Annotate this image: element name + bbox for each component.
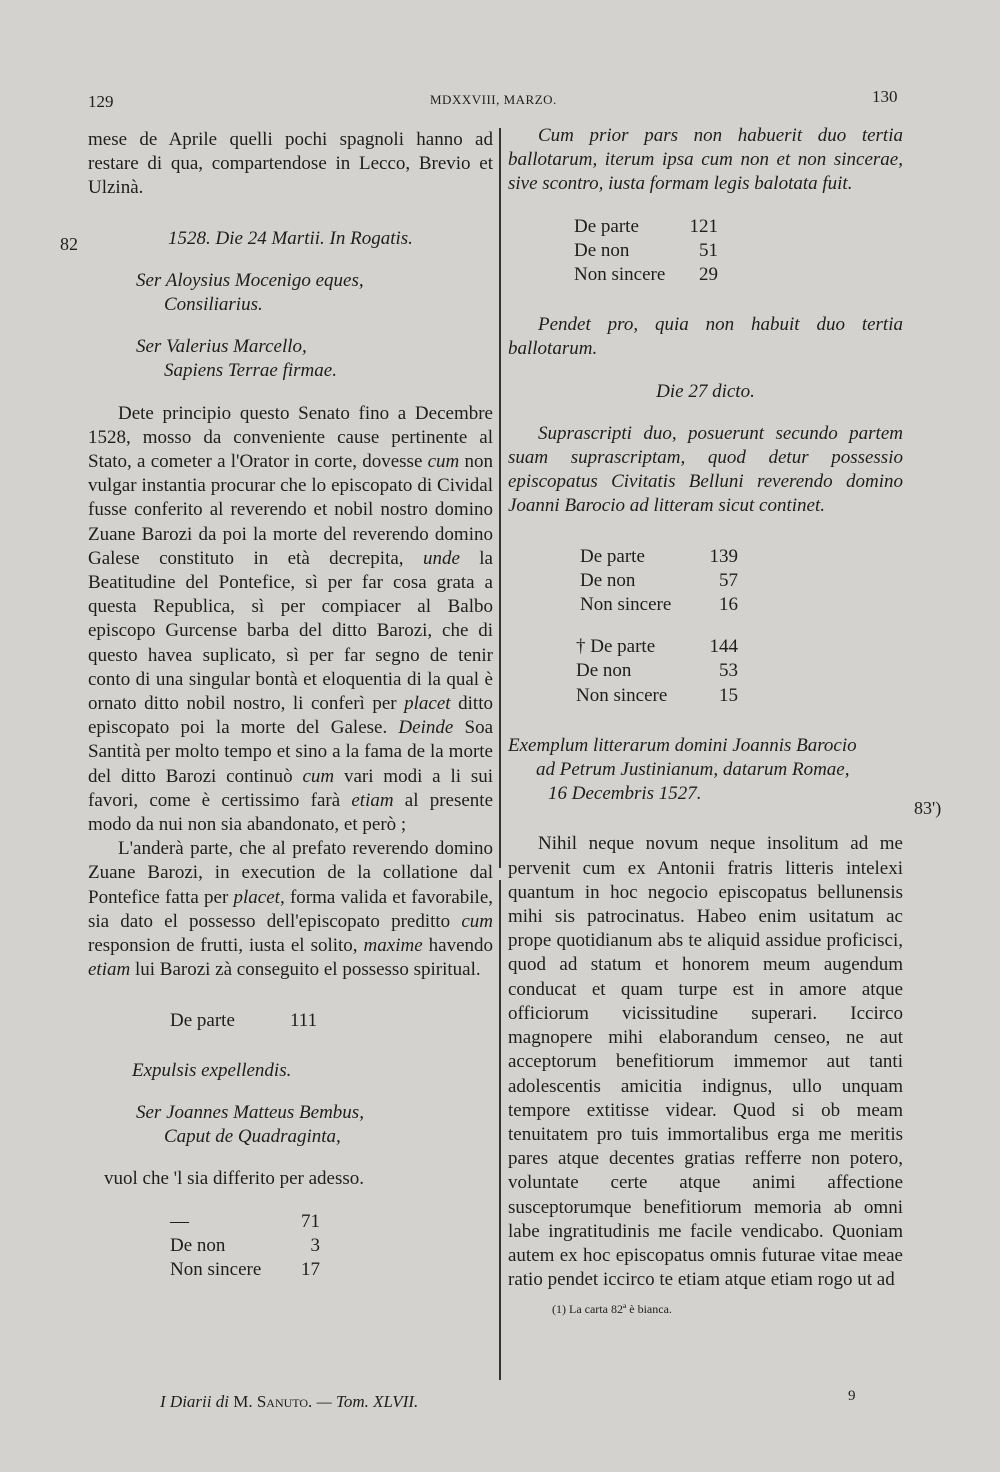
paragraph: Pendet pro, quia non habuit duo tertia ballotarum. [508,314,903,360]
paragraph: L'anderà parte, che al prefato reverendo domino Zuane Barozi, in execution de la collatione dal Pontefice fatta per placet, forma valida et favorabile, sia dato el possesso dell'episcopato preditto cum responsion de frutti, iusta el solito, maxime havendo etiam lui Barozi zà conseguito el possesso spiritual. [88,838,494,981]
paragraph: Suprascripti duo, posuerunt secundo partem suam suprascriptam, quod detur possessio episcopatus Civitatis Belluni reverendo domino Joanni Barocio ad litteram sicut continet. [508,422,903,517]
vote-row [508,239,903,263]
vote-row [508,263,903,287]
footnote: (1) La carta 82ª è bianca. [552,1302,672,1317]
speaker-block [88,335,493,383]
speaker-block [88,1101,493,1149]
vote-label: De parte [580,545,645,567]
vote-count: 121 [689,215,718,237]
speaker-name: Ser Valerius Marcello, [136,336,307,358]
speaker-office: Caput de Quadraginta, [164,1126,341,1148]
vote-table [508,635,903,708]
column-rule [499,880,501,1380]
entry-heading: Die 27 dicto. [656,380,755,402]
vote-count: 29 [699,264,718,286]
vote-label: De non [580,569,636,591]
vote-label: De non [576,660,632,682]
vote-row [508,593,903,617]
vote-label: † De parte [576,636,656,658]
letter-text: Nihil neque novum neque insolitum ad me pervenit cum ex Antonii fratris litteris intelexi quantum in hoc negocio episcopatus bellunensis mihi sis patrocinatus. Habeo enim usitatum ac prope quotidianum abs te aliquid assidue proficisci, quod ad statum et honorem meum augendum conducat et quam turpe est in amore atque officiorum vicissitudine superari. Iccirco magnopere mihi elaborandum censeo, ne aut acceptorum benefitiorum immemor aut tanti adolescentis amicitia indignus, ullo unquam tempore extitisse videar. Quod si ob meam tenuitatem pro tuis immortalibus erga me meritis pares atque decentes gratias refferre non potero, voluntate certe atque animi affectione susceptorumque benefitiorum memoria ab omni labe ingratitudinis me facile vendicabo. Quoniam autem ex hoc episcopatus omnis futurae vitae meae ratio pendet iccirco te etiam atque etiam rogo ut ad [508,833,903,1291]
vote-label: Non sincere [574,264,666,286]
paragraph: mese de Aprile quelli pochi spagnoli hanno ad restare di qua, compartendose in Lecco, Brevio et Ulzinà. [88,129,493,199]
page-number-right: 130 [872,87,898,106]
column-rule [499,128,501,868]
vote-row [88,1234,493,1258]
vote-count: 57 [719,569,738,591]
vote-label: Non sincere [580,594,672,616]
vote-row [508,215,903,239]
vote-count: 53 [719,660,738,682]
vote-count: 17 [301,1258,320,1280]
vote-count: 71 [301,1210,320,1232]
vote-count: 15 [719,684,738,706]
speaker-office: Sapiens Terrae firmae. [164,360,337,382]
vote-row [508,635,903,659]
vote-label: De non [170,1234,226,1256]
entry-heading: Expulsis expellendis. [132,1059,292,1081]
entry-heading: 1528. Die 24 Martii. In Rogatis. [168,227,413,249]
vote-row: De parte 111 [170,1009,318,1031]
vote-count: 51 [699,239,718,261]
vote-label: Non sincere [170,1258,262,1280]
vote-count: 139 [709,545,738,567]
paragraph: Cum prior pars non habuerit duo tertia ballotarum, iterum ipsa cum non et non sincerae, sive scontro, iusta formam legis balotata fuit. [508,125,903,195]
sheet-number: 9 [848,1388,856,1404]
vote-row [88,1210,493,1234]
vote-table [88,1210,493,1283]
speaker-block [88,269,493,317]
margin-number-82: 82 [60,234,78,254]
letter-heading: Exemplum litterarum domini Joannis Barocio ad Petrum Justinianum, datarum Romae, 16 Decembris 1527. [508,734,857,805]
left-column [88,128,493,1282]
vote-row [508,545,903,569]
vote-label: — [170,1210,189,1232]
running-title: MDXXVIII, MARZO. [430,92,557,107]
vote-table [508,215,903,288]
vote-row [508,569,903,593]
vote-count: 3 [310,1234,320,1256]
speaker-name: Ser Aloysius Mocenigo eques, [136,269,364,291]
vote-row [508,684,903,708]
vote-row [88,1258,493,1282]
margin-number-83: 83') [914,798,942,818]
paragraph: Dete principio questo Senato fino a Decembre 1528, mosso da conveniente cause pertinente al Stato, a cometer a l'Orator in corte, dovesse cum non vulgar instantia procurar che lo episcopato di Cividal fusse conferito al reverendo et nobil nostro domino Zuane Barozi da poi la morte del reverendo domino Galese constituto in età decrepita, unde la Beatitudine del Pontefice, sì per far cosa grata a questa Republica, sì per compiacer al Balbo episcopo Gurcense barba del ditto Barozi, che di questo havea suplicato, sì per far segno de tenir conto di una singular bontà et eloquentia di la qual è ornato ditto nobil nostro, li conferì per placet ditto episcopato poi la morte del Galese. Deinde Soa Santità per molto tempo et sino a la fama de la morte del ditto Barozi continuò cum vari modi a li sui favori, come è certissimo farà etiam al presente modo da nui non sia abandonato, et però ; [88,402,494,836]
vote-label: Non sincere [576,684,668,706]
page-number-left: 129 [88,92,114,111]
vote-label: De non [574,239,630,261]
vote-table [508,545,903,618]
vote-count: 144 [709,636,738,658]
speaker-name: Ser Joannes Matteus Bembus, [136,1101,364,1123]
paragraph: vuol che 'l sia differito per adesso. [104,1168,365,1190]
footer-citation: I Diarii di M. Sanuto. — Tom. XLVII. [160,1392,419,1411]
vote-label: De parte [574,215,639,237]
right-column [508,124,903,1316]
speaker-office: Consiliarius. [164,294,263,316]
vote-row [508,659,903,683]
vote-count: 16 [719,594,738,616]
